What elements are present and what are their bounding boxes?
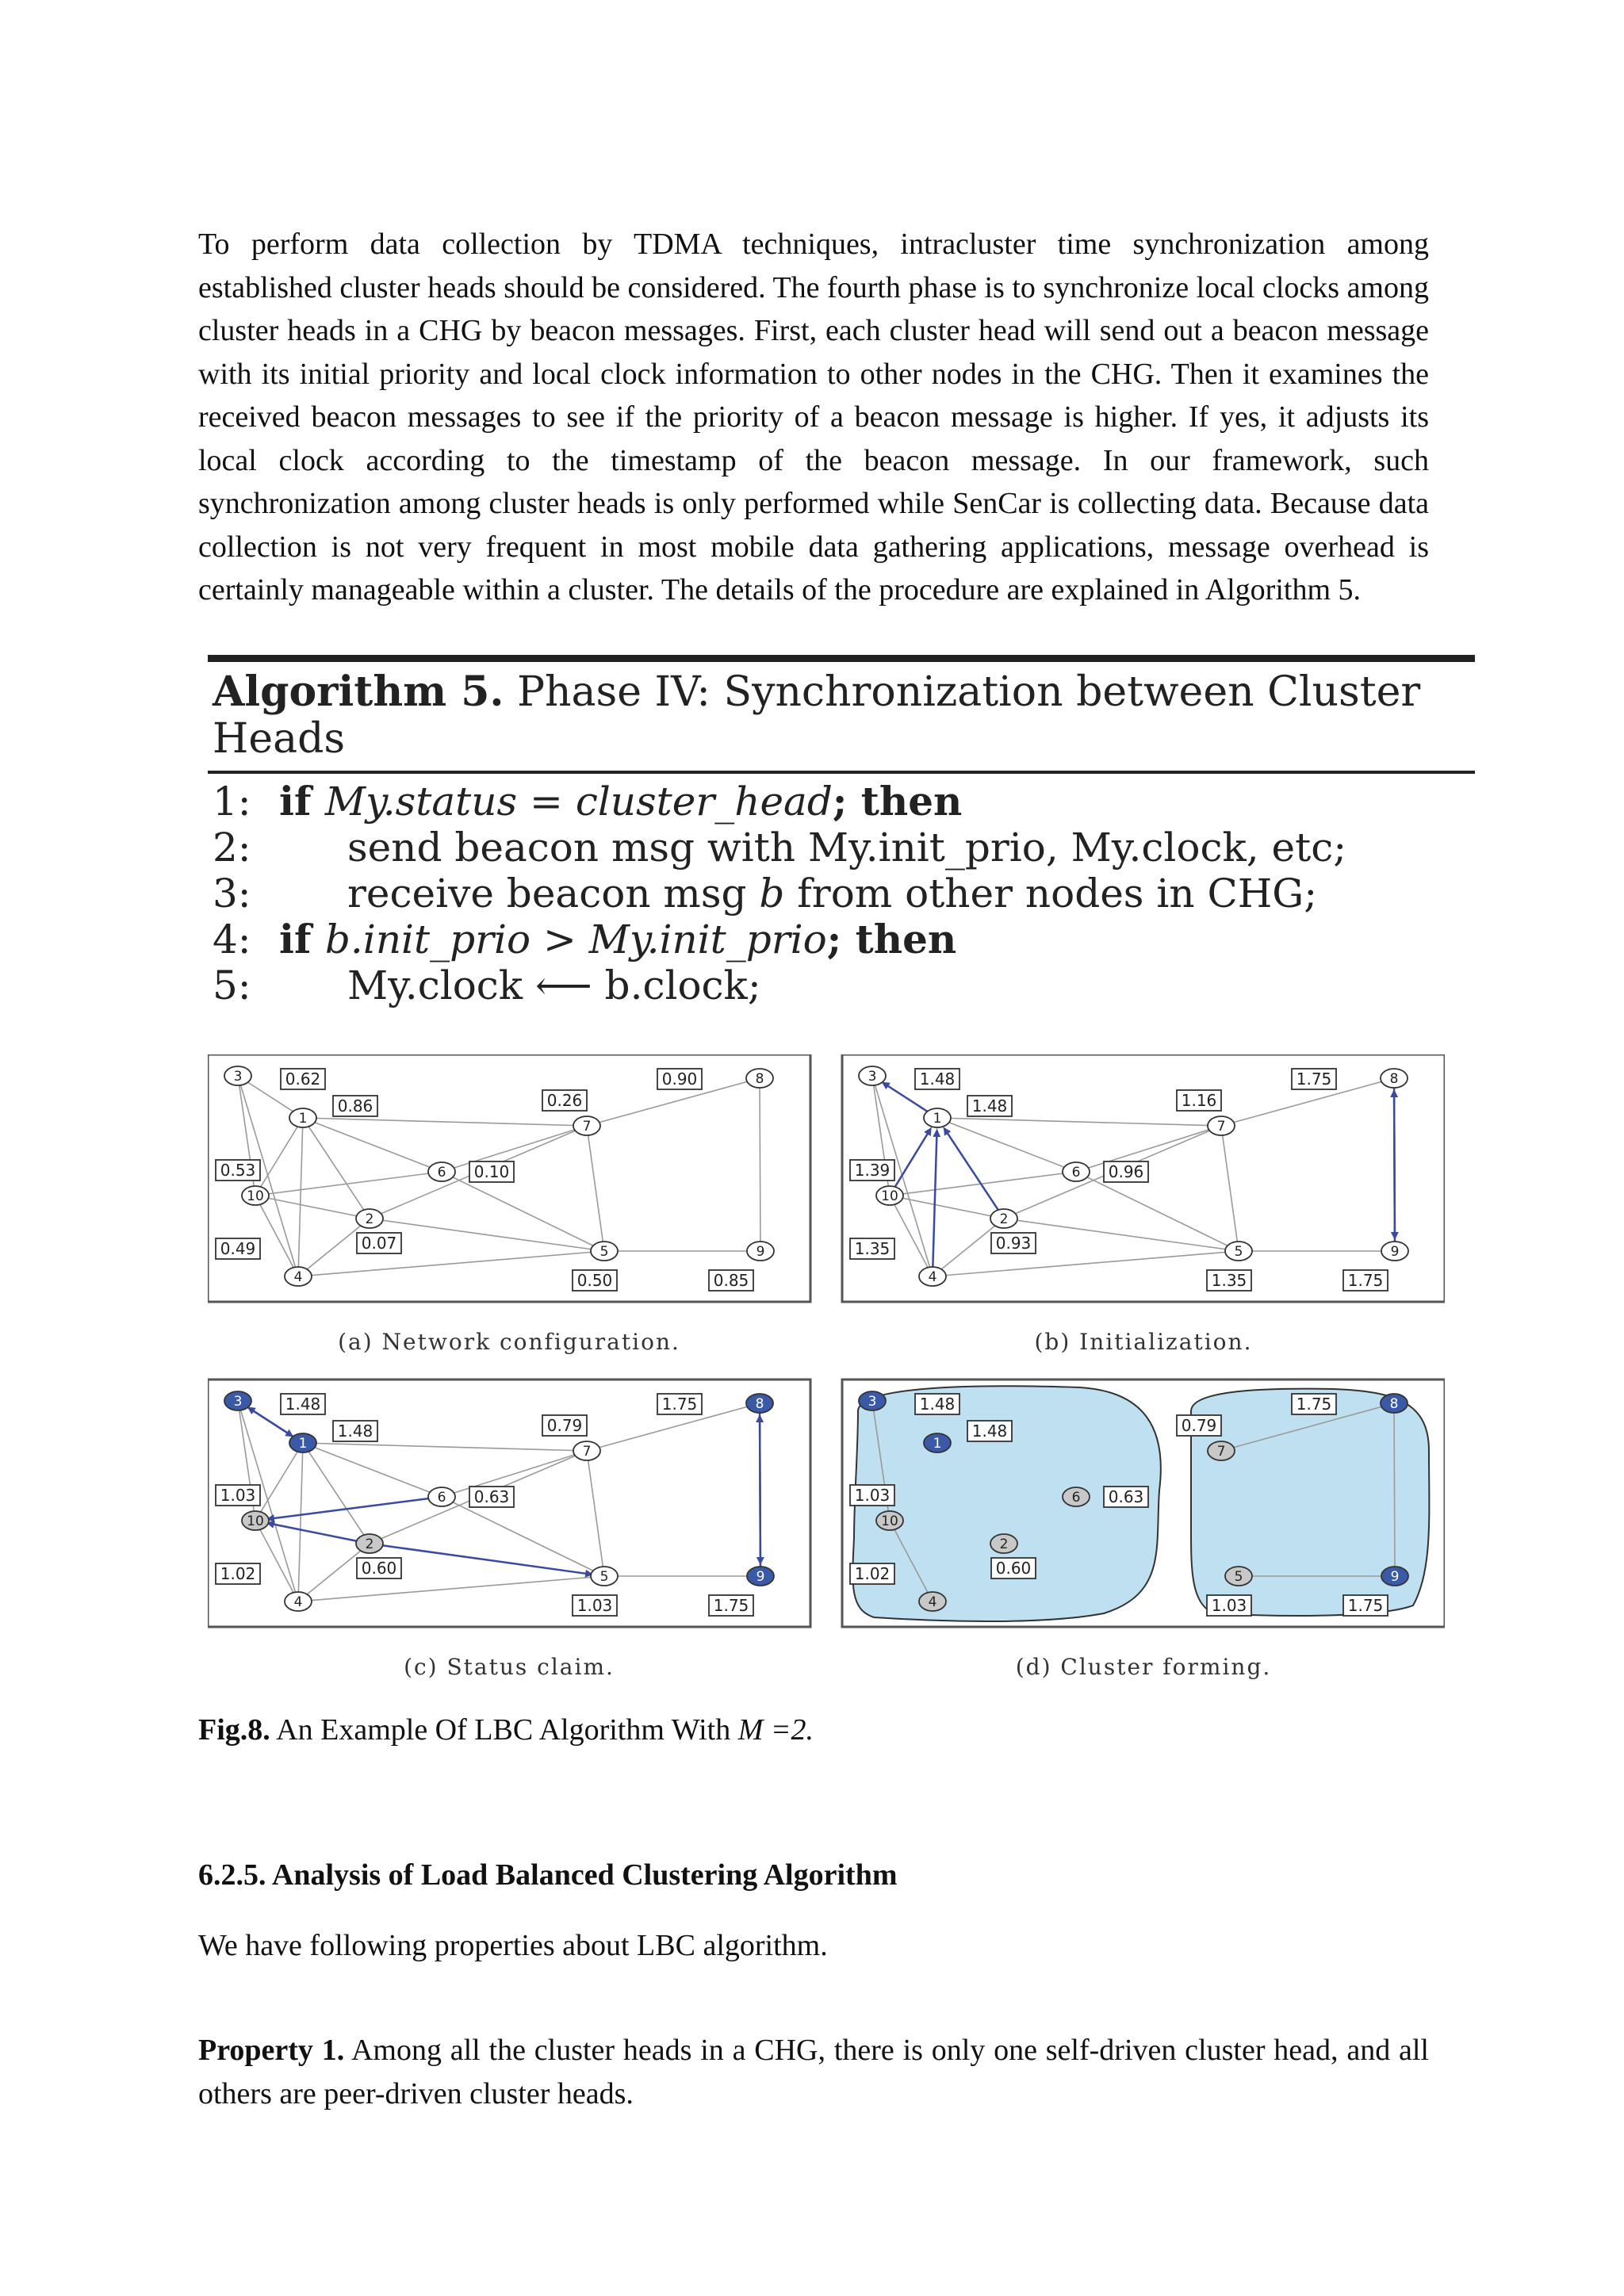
- node-6-label: 6: [437, 1490, 446, 1506]
- priority-label-text: 0.62: [285, 1070, 321, 1089]
- node-8-label: 8: [755, 1071, 764, 1087]
- priority-label-text: 0.07: [361, 1234, 397, 1253]
- algorithm-token: ; then: [832, 778, 963, 825]
- priority-label-text: 0.86: [337, 1096, 373, 1115]
- figure-caption-label: Fig.8.: [198, 1713, 270, 1747]
- figure-panel-b: [842, 1054, 1445, 1355]
- priority-label-text: 1.75: [1296, 1070, 1332, 1089]
- priority-label-text: 0.79: [1181, 1416, 1217, 1435]
- priority-label-text: 0.79: [546, 1416, 583, 1435]
- node-2-label: 2: [365, 1211, 374, 1227]
- panel-caption: (b) Initialization.: [1034, 1329, 1253, 1355]
- algorithm-line-number: 2:: [213, 825, 251, 871]
- algorithm-box: [208, 655, 1475, 1008]
- node-1-label: 1: [298, 1436, 308, 1452]
- node-5-label: 5: [1234, 1569, 1243, 1585]
- algorithm-line-number: 1:: [213, 779, 251, 825]
- cluster-edge: [1394, 1403, 1395, 1576]
- algorithm-token: if: [279, 778, 325, 825]
- priority-label-text: 1.16: [1181, 1091, 1217, 1110]
- algorithm-token: if: [279, 916, 325, 962]
- algorithm-line-number: 3:: [213, 871, 251, 916]
- algorithm-top-rule: [208, 655, 1475, 662]
- algorithm-token: b: [759, 871, 785, 916]
- figure-panel-a: [208, 1054, 810, 1355]
- node-3-label: 3: [233, 1394, 243, 1410]
- algorithm-line-4: [213, 916, 1475, 962]
- priority-label-text: 1.35: [854, 1239, 891, 1258]
- algorithm-line-2: [213, 825, 1475, 871]
- priority-label-text: 1.02: [220, 1564, 256, 1583]
- node-5-label: 5: [1234, 1244, 1243, 1260]
- node-2-label: 2: [999, 1211, 1009, 1227]
- priority-label-text: 1.39: [854, 1161, 891, 1180]
- node-8-label: 8: [1389, 1071, 1399, 1087]
- figure-caption-text: An Example Of LBC Algorithm With: [270, 1713, 738, 1747]
- algorithm-title-text: Phase IV: Synchronization between Cluster Heads: [213, 668, 1421, 763]
- node-7-label: 7: [1216, 1119, 1226, 1135]
- node-1-label: 1: [933, 1111, 942, 1127]
- algorithm-token: ; then: [826, 916, 957, 962]
- node-2-label: 2: [999, 1536, 1009, 1552]
- priority-label-text: 0.85: [713, 1271, 749, 1290]
- priority-label-text: 1.75: [1347, 1271, 1384, 1290]
- priority-label-text: 1.48: [919, 1395, 956, 1414]
- node-7-label: 7: [582, 1444, 592, 1460]
- node-4-label: 4: [928, 1594, 937, 1610]
- priority-label-text: 1.48: [971, 1422, 1008, 1441]
- priority-label-text: 0.26: [546, 1091, 583, 1110]
- property-text: Among all the cluster heads in a CHG, there is only one self-driven cluster head, and all others are peer-driven cluster heads.: [198, 2034, 1429, 2110]
- property-label: Property 1.: [198, 2034, 345, 2067]
- node-9-label: 9: [756, 1244, 765, 1260]
- node-3-label: 3: [868, 1394, 877, 1410]
- priority-label-text: 1.75: [713, 1596, 749, 1615]
- node-10-label: 10: [247, 1188, 264, 1204]
- priority-label-text: 0.60: [995, 1559, 1032, 1578]
- priority-label-text: 1.48: [919, 1070, 956, 1089]
- priority-label-text: 1.75: [661, 1395, 698, 1414]
- figure-panel-c: [208, 1380, 810, 1680]
- algorithm-token: b.init_prio > My.init_prio: [324, 916, 827, 962]
- algorithm-token: from other nodes in CHG;: [784, 871, 1318, 916]
- node-8-label: 8: [755, 1396, 764, 1412]
- node-10-label: 10: [247, 1513, 264, 1529]
- algorithm-token: My.status = cluster_head: [324, 779, 833, 825]
- algorithm-line-number: 5:: [213, 962, 251, 1008]
- priority-label-text: 1.03: [1211, 1596, 1247, 1615]
- node-5-label: 5: [599, 1244, 609, 1260]
- algorithm-line-5: [213, 962, 1475, 1008]
- figure-panel-d: [842, 1380, 1445, 1680]
- node-6-label: 6: [1071, 1490, 1081, 1506]
- priority-label-text: 0.49: [220, 1239, 256, 1258]
- node-3-label: 3: [868, 1069, 877, 1085]
- node-9-label: 9: [1390, 1244, 1400, 1260]
- algorithm-line-number: 4:: [213, 916, 251, 962]
- node-10-label: 10: [881, 1513, 898, 1529]
- algorithm-token: send beacon msg with My.init_prio, My.clock, etc;: [347, 825, 1347, 871]
- priority-label-text: 0.53: [220, 1161, 256, 1180]
- figure-caption: [198, 1712, 814, 1747]
- algorithm-title: [208, 662, 1475, 771]
- node-8-label: 8: [1389, 1396, 1399, 1412]
- priority-label-text: 1.02: [854, 1564, 891, 1583]
- priority-label-text: 1.48: [337, 1422, 373, 1441]
- node-9-label: 9: [1390, 1569, 1400, 1585]
- priority-label-text: 1.75: [1347, 1596, 1384, 1615]
- priority-label-text: 1.75: [1296, 1395, 1332, 1414]
- priority-label-text: 0.63: [1108, 1487, 1144, 1506]
- figure-caption-math: M =2.: [737, 1713, 814, 1747]
- priority-label-text: 0.96: [1108, 1162, 1144, 1181]
- intro-paragraph: To perform data collection by TDMA techniques, intracluster time synchronization among established cluster heads should be considered. The fourth phase is to synchronize local clocks among cluster heads in a CHG by beacon messages. First, each cluster head will send out a beacon message with its initial priority and local clock information to other nodes in the CHG. Then it examines the received beacon messages to see if the priority of a beacon message is higher. If yes, it adjusts its local clock according to the timestamp of the beacon message. In our framework, such synchronization among cluster heads is only performed while SenCar is collecting data. Because data collection is not very frequent in most mobile data gathering applications, message overhead is certainly manageable within a cluster. The details of the procedure are explained in Algorithm 5.: [198, 228, 1429, 607]
- node-4-label: 4: [928, 1269, 937, 1285]
- section-heading: 6.2.5. Analysis of Load Balanced Clustering Algorithm: [198, 1858, 898, 1892]
- priority-label-text: 0.50: [576, 1271, 613, 1290]
- algorithm-line-1: [213, 779, 1475, 825]
- priority-label-text: 1.48: [285, 1395, 321, 1414]
- algorithm-token: My.clock ⟵ b.clock;: [347, 962, 761, 1008]
- beacon-arrow: [1394, 1078, 1395, 1238]
- priority-label-text: 1.03: [220, 1486, 256, 1505]
- algorithm-line-3: [213, 871, 1475, 916]
- panel-caption: (d) Cluster forming.: [1015, 1654, 1272, 1680]
- node-5-label: 5: [599, 1569, 609, 1585]
- node-3-label: 3: [233, 1069, 243, 1085]
- priority-label-text: 1.35: [1211, 1271, 1247, 1290]
- priority-label-text: 1.03: [854, 1486, 891, 1505]
- node-6-label: 6: [437, 1165, 446, 1181]
- algorithm-lines: [208, 774, 1475, 1008]
- algorithm-token: receive beacon msg: [347, 871, 760, 916]
- node-6-label: 6: [1071, 1165, 1081, 1181]
- node-4-label: 4: [293, 1594, 303, 1610]
- node-1-label: 1: [298, 1111, 308, 1127]
- properties-intro: We have following properties about LBC algorithm.: [198, 1929, 828, 1962]
- priority-label-text: 1.48: [971, 1096, 1008, 1115]
- node-7-label: 7: [1216, 1444, 1226, 1460]
- priority-label-text: 0.10: [473, 1162, 510, 1181]
- priority-label-text: 0.93: [995, 1234, 1032, 1253]
- node-1-label: 1: [933, 1436, 942, 1452]
- priority-label-text: 1.03: [576, 1596, 613, 1615]
- property-1: [198, 2029, 1429, 2115]
- algorithm-label: Algorithm 5.: [213, 668, 504, 716]
- priority-label-text: 0.63: [473, 1487, 510, 1506]
- panel-caption: (a) Network configuration.: [338, 1329, 680, 1355]
- node-7-label: 7: [582, 1119, 592, 1135]
- node-10-label: 10: [881, 1188, 898, 1204]
- priority-label-text: 0.60: [361, 1559, 397, 1578]
- node-9-label: 9: [756, 1569, 765, 1585]
- node-4-label: 4: [293, 1269, 303, 1285]
- lbc-example-figure: [208, 1054, 1445, 1689]
- priority-label-text: 0.90: [661, 1070, 698, 1089]
- node-2-label: 2: [365, 1536, 374, 1552]
- panel-caption: (c) Status claim.: [404, 1654, 615, 1680]
